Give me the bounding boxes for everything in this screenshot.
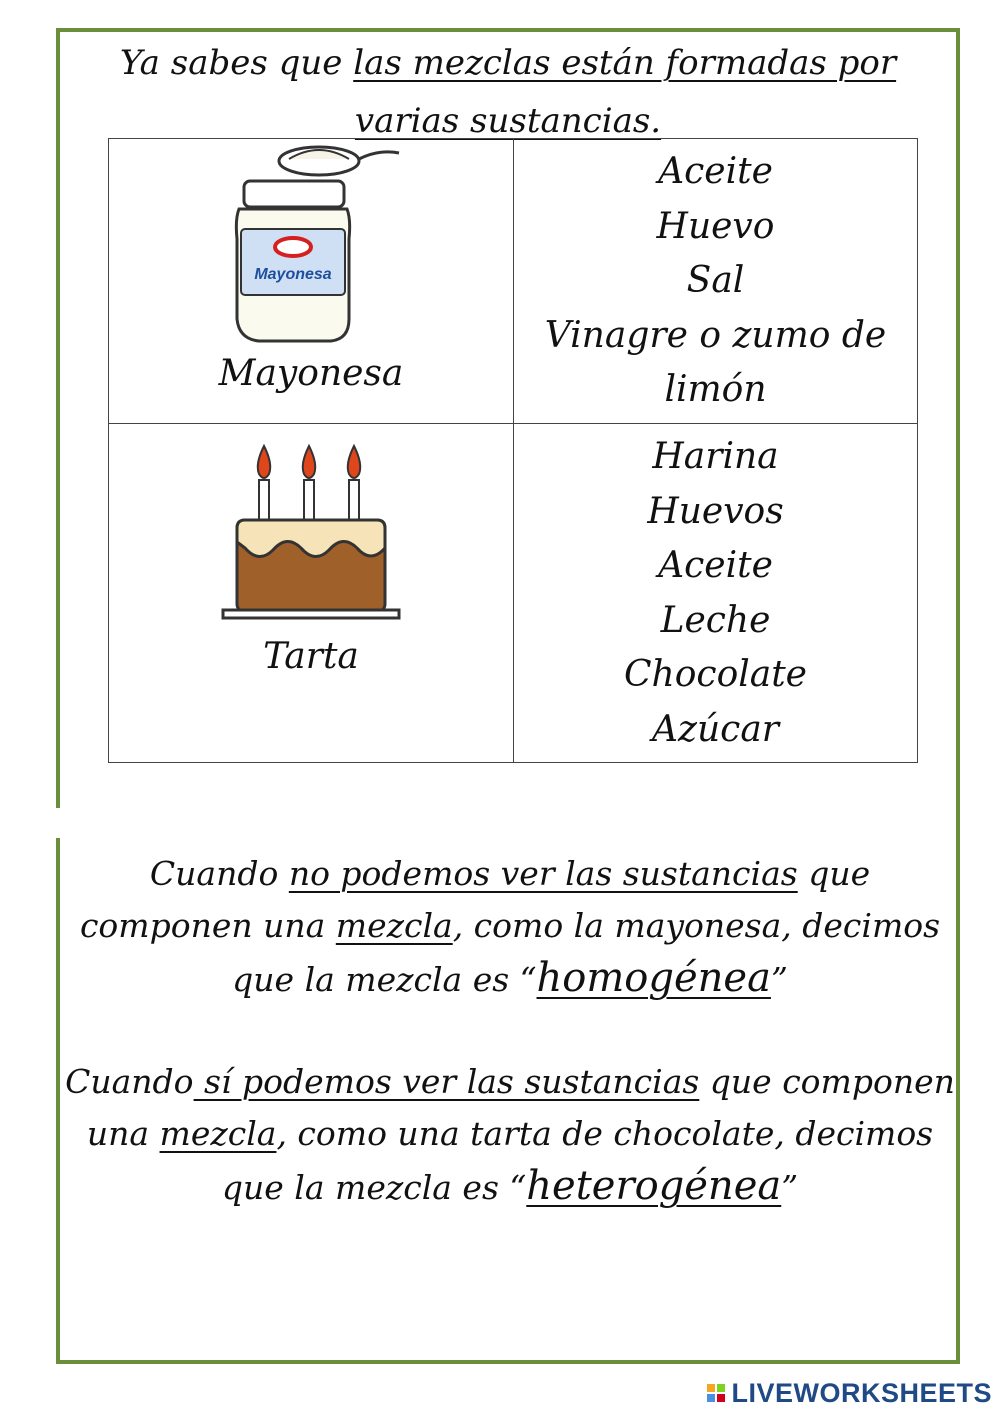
cake-cell (109, 424, 514, 763)
ingredient: Aceite (658, 151, 773, 192)
underlined-word: mezcla (159, 1114, 277, 1153)
logo-text: LIVEWORKSHEETS (731, 1377, 992, 1408)
cake-icon (109, 424, 513, 634)
frame-gap (52, 808, 62, 838)
mayonnaise-jar-icon (109, 139, 513, 349)
homogeneous-term: homogénea (536, 955, 771, 1001)
intro-underlined: las mezclas están formadas por varias sustancias. (353, 43, 897, 141)
heterogeneous-term: heterogénea (526, 1163, 782, 1209)
ingredient: Chocolate (624, 654, 807, 695)
cake-caption: Tarta (263, 636, 359, 677)
mixtures-table (108, 138, 918, 763)
cake-ingredients (514, 424, 918, 763)
text-span: que componen una (86, 1062, 955, 1153)
ingredient: Aceite (658, 545, 773, 586)
heterogeneous-paragraph (60, 1056, 960, 1214)
underlined-phrase: no podemos ver las sustancias (288, 854, 798, 893)
text-span: Cuando (149, 854, 289, 893)
liveworksheets-logo (707, 1376, 992, 1410)
underlined-phrase: sí podemos ver las sustancias (193, 1062, 700, 1101)
ingredient: Azúcar (652, 708, 779, 750)
underlined-word: mezcla (335, 906, 453, 945)
text-span: , como una tarta de chocolate, decimos que la mezcla es “ (221, 1114, 934, 1207)
ingredient: Sal (686, 260, 745, 301)
intro-text (64, 34, 952, 150)
mayonnaise-cell (109, 139, 514, 424)
text-span: ” (781, 1168, 799, 1207)
jar-label: Mayonesa (254, 266, 332, 283)
ingredient: Huevos (647, 490, 784, 532)
intro-plain: Ya sabes que (119, 43, 354, 83)
text-span: ” (770, 960, 788, 999)
table-row (109, 424, 918, 763)
text-span: que componen una (79, 854, 871, 945)
ingredient: Harina (652, 436, 779, 477)
text-span: , como la mayonesa, decimos que la mezcla es “ (232, 906, 941, 999)
ingredient: limón (664, 369, 767, 410)
homogeneous-paragraph (60, 848, 960, 1006)
mayonnaise-ingredients (514, 139, 918, 424)
mayonnaise-caption: Mayonesa (218, 353, 404, 394)
table-row (109, 139, 918, 424)
logo-squares-icon (707, 1384, 725, 1402)
ingredient: Vinagre o zumo de (544, 314, 887, 356)
ingredient: Leche (660, 599, 771, 641)
text-span: Cuando (65, 1062, 194, 1101)
ingredient: Huevo (656, 205, 775, 247)
